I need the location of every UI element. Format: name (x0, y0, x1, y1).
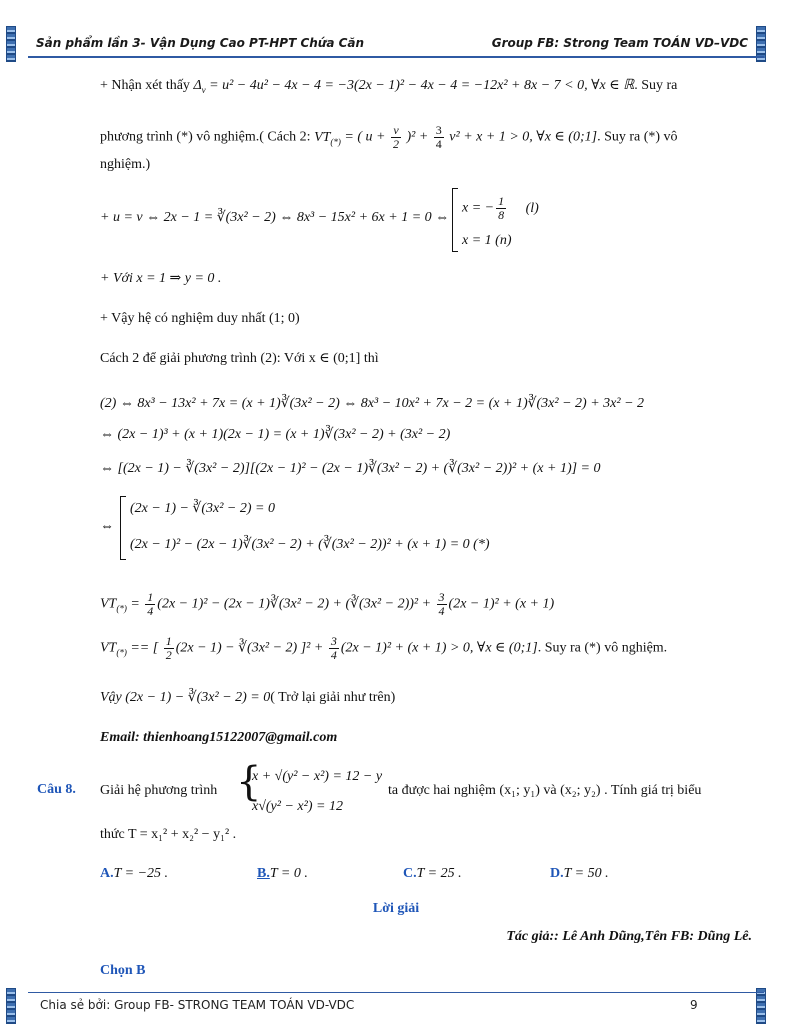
case-bracket-u-v (452, 188, 458, 252)
text-suy-ra-vo: . Suy ra (*) vô (597, 129, 678, 145)
question-prompt: Giải hệ phương trình (100, 783, 218, 798)
case-bracket-system (120, 496, 126, 560)
equation-line-3: ⇔ [(2x − 1) − ∛(3x² − 2)][(2x − 1)² − (2x − 1)∛(3x² − 2) + (∛(3x² − 2))² + (x + 1)] = 0 (100, 461, 601, 476)
system-equation-1: x + √(y² − x²) = 12 − y (252, 769, 383, 784)
fraction-v-over-2: $\frac{v}{2}$ (392, 123, 399, 151)
text-phuong-trinh: phương trình (*) vô nghiệm.( Cách 2: (100, 129, 311, 145)
option-c[interactable]: C.T = 25 . (403, 866, 462, 881)
line-cach-2 (100, 124, 678, 151)
solution-author: Tác giả:: Lê Anh Dũng,Tên FB: Dũng Lê. (506, 929, 752, 944)
fraction-3-over-4: $\frac{3}{4}$ (435, 123, 442, 151)
option-a[interactable]: A.T = −25 . (100, 866, 169, 881)
equation-line-1: (2) ⇔ 8x³ − 13x² + 7x = (x + 1)∛(3x² − 2) ⇔ 8x³ − 10x² + 7x − 2 = (x + 1)∛(3x² − 2) + 3x² − 2 (100, 396, 645, 411)
case-x-minus-1-8: x = − $\frac{1}{8}$ (l) (462, 194, 539, 222)
line-u-equals-v: + u = v ⇔ 2x − 1 = ∛(3x² − 2) ⇔ 8x³ − 15x² + 6x + 1 = 0 ⇔ (100, 210, 450, 225)
header-left-decoration (6, 26, 16, 62)
question-text-2: ta được hai nghiệm (x₁; y₁) và (x₂; y₂) . Tính giá trị biểu (388, 783, 702, 798)
case-x-equals-1: x = 1 (n) (462, 233, 512, 248)
delta-symbol: $\Delta_v$ (193, 78, 206, 95)
case-factor-1: (2x − 1) − ∛(3x² − 2) = 0 (130, 501, 275, 516)
line-nghiem-duy-nhat: + Vậy hệ có nghiệm duy nhất (1; 0) (100, 311, 300, 326)
option-d[interactable]: D.T = 50 . (550, 866, 609, 881)
vt-expansion-1: $VT_{(*)}$ = $\frac{1}{4}$ (2x − 1)² − (2x − 1)∛(3x² − 2) + (∛(3x² − 2))² + $\frac{3}{4}$ (2x − 1)² + (x + 1) (100, 590, 555, 618)
case-factor-2: (2x − 1)² − (2x − 1)∛(3x² − 2) + (∛(3x² − 2))² + (x + 1) = 0 (*) (130, 537, 490, 552)
footer-divider (28, 992, 764, 993)
vt-part1: = ( u + (344, 129, 386, 145)
line-cach-2-giai: Cách 2 để giải phương trình (2): Với x ∈ (0;1] thì (100, 351, 379, 366)
text-nhan-xet: + Nhận xét thấy (100, 78, 190, 93)
header-divider (28, 56, 764, 58)
header-right-title: Group FB: Strong Team TOÁN VD–VDC (491, 36, 748, 50)
answer-choice: Chọn B (100, 963, 146, 978)
page-number: 9 (690, 998, 698, 1012)
delta-expression: = u² − 4u² − 4x − 4 = −3(2x − 1)² − 4x − 4 = −12x² + 8x − 7 < 0, ∀x ∈ ℝ (209, 78, 635, 93)
header-left-title: Sản phẩm lần 3- Vận Dụng Cao PT-HPT Chứa Căn (36, 36, 365, 50)
equivalence-symbol: ⇔ (100, 519, 114, 534)
footer-right-decoration (756, 988, 766, 1024)
text-suy-ra: . Suy ra (634, 78, 678, 93)
line-nghiem: nghiệm.) (100, 157, 151, 172)
line-voi-x-1: + Với x = 1 ⇒ y = 0 . (100, 271, 222, 286)
option-b[interactable]: B.T = 0 . (257, 866, 308, 881)
question-label: Câu 8. (37, 782, 76, 797)
footer-source: Chia sẻ bởi: Group FB- STRONG TEAM TOÁN VD-VDC (40, 998, 355, 1012)
vt-label: $VT_{(*)}$ (314, 129, 341, 147)
solution-title: Lời giải (372, 901, 420, 916)
system-equation-2: x√(y² − x²) = 12 (252, 799, 343, 814)
vt-part3: v² + x + 1 > 0, ∀x ∈ (0;1] (449, 129, 598, 145)
equation-line-2: ⇔ (2x − 1)³ + (x + 1)(2x − 1) = (x + 1)∛(3x² − 2) + (3x² − 2) (100, 427, 451, 442)
question-text-3: thức T = x₁² + x₂² − y₁² . (100, 827, 237, 842)
system-brace: { (236, 759, 262, 805)
line-nhan-xet (100, 77, 677, 99)
vt-part2: )² + (406, 129, 429, 145)
vt-expansion-2: $VT_{(*)}$ == [ $\frac{1}{2}$ (2x − 1) − ∛(3x² − 2) ]² + $\frac{3}{4}$ (2x − 1)² + (x + 1) > 0, ∀x ∈ (0;1]. Suy ra (*) vô nghiệm. (100, 634, 668, 662)
line-vay: Vậy (2x − 1) − ∛(3x² − 2) = 0( Trở lại giải như trên) (100, 690, 396, 705)
author-email: Email: thienhoang15122007@gmail.com (100, 730, 338, 745)
footer-left-decoration (6, 988, 16, 1024)
